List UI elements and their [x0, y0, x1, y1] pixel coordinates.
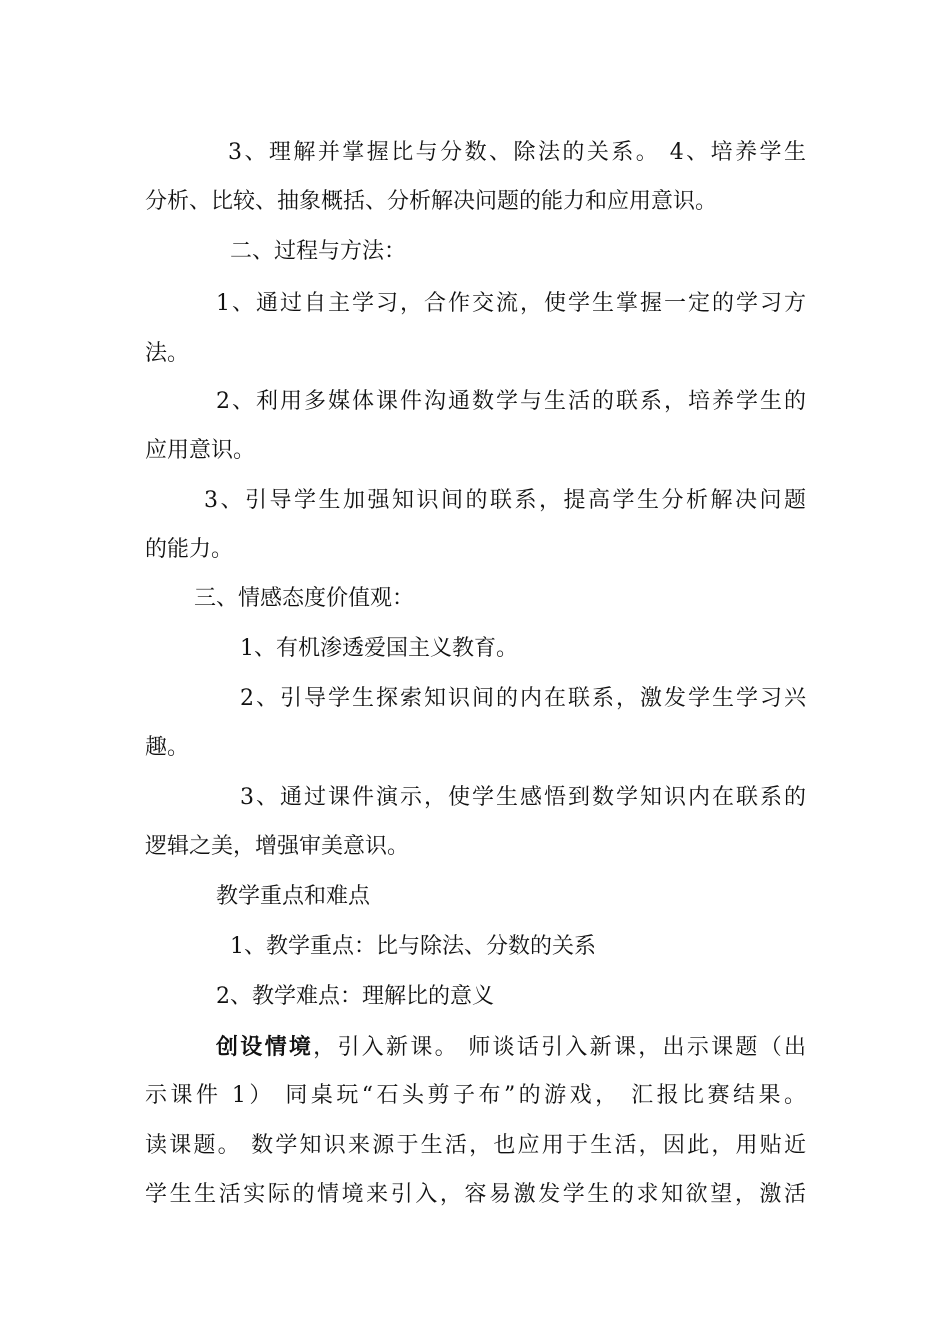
paragraph-line: 3、通过课件演示，使学生感悟到数学知识内在联系的 [240, 785, 806, 810]
intro-text: ，引入新课。 师谈话引入新课，出示课题（出 [313, 1035, 806, 1060]
section-heading: 二、过程与方法： [230, 239, 407, 264]
paragraph-line: 3、引导学生加强知识间的联系，提高学生分析解决问题 [204, 488, 806, 513]
paragraph-line: 读课题。 数学知识来源于生活，也应用于生活，因此，用贴近 [145, 1133, 806, 1158]
section-heading: 教学重点和难点 [216, 884, 371, 909]
section-heading: 三、情感态度价值观： [194, 586, 415, 611]
paragraph-line: 示课件 1） 同桌玩“石头剪子布”的游戏， 汇报比赛结果。 [145, 1083, 806, 1108]
intro-bold-heading: 创设情境 [216, 1034, 314, 1060]
paragraph-line: 法。 [145, 341, 190, 366]
paragraph-line: 学生生活实际的情境来引入，容易激发学生的求知欲望，激活 [145, 1182, 806, 1207]
paragraph-line: 1、通过自主学习，合作交流，使学生掌握一定的学习方 [216, 291, 806, 316]
paragraph-line: 2、教学难点：理解比的意义 [216, 984, 494, 1009]
paragraph-line: 3、理解并掌握比与分数、除法的关系。 4、培养学生 [228, 140, 806, 165]
paragraph-line: 趣。 [145, 735, 190, 760]
paragraph-line: 2、利用多媒体课件沟通数学与生活的联系，培养学生的 [216, 389, 806, 414]
paragraph-line: 应用意识。 [145, 438, 256, 463]
paragraph-line: 分析、比较、抽象概括、分析解决问题的能力和应用意识。 [145, 189, 718, 214]
paragraph-line: 逻辑之美，增强审美意识。 [145, 834, 410, 859]
paragraph-line: 1、教学重点：比与除法、分数的关系 [230, 934, 596, 959]
paragraph-line: 2、引导学生探索知识间的内在联系，激发学生学习兴 [240, 686, 806, 711]
intro-first-line [216, 1032, 806, 1063]
paragraph-line: 1、有机渗透爱国主义教育。 [240, 636, 518, 661]
paragraph-line: 的能力。 [145, 537, 234, 562]
